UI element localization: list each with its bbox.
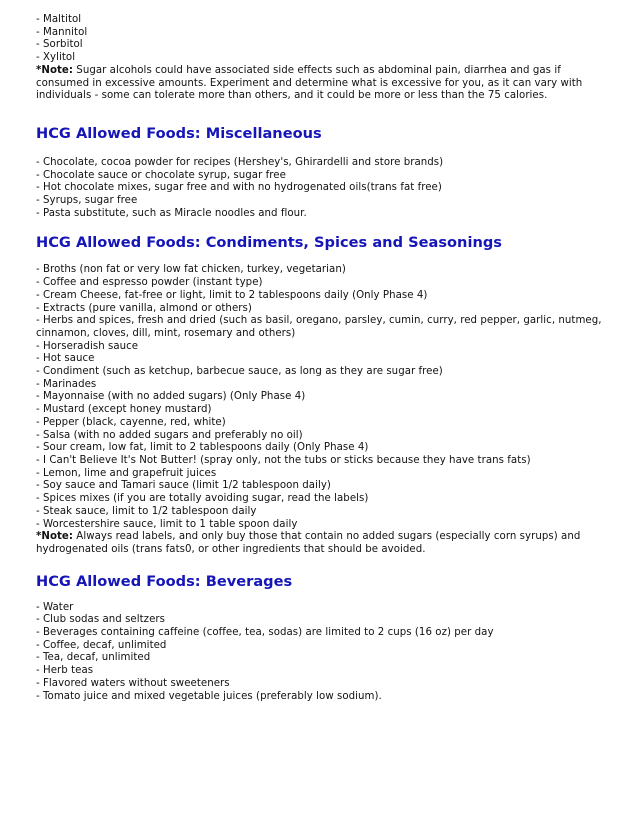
heading-condiments: HCG Allowed Foods: Condiments, Spices and Seasonings: [36, 234, 502, 252]
list-item: - Worcestershire sauce, limit to 1 table spoon daily: [36, 518, 298, 530]
list-item: - Beverages containing caffeine (coffee, tea, sodas) are limited to 2 cups (16 oz) per day: [36, 627, 494, 639]
heading-beverages: HCG Allowed Foods: Beverages: [36, 572, 293, 590]
list-item: - Spices mixes (if you are totally avoiding sugar, read the labels): [36, 493, 369, 505]
sugar-alcohol-note: [36, 65, 606, 103]
heading-miscellaneous: HCG Allowed Foods: Miscellaneous: [36, 124, 322, 142]
list-item: - I Can't Believe It's Not Butter! (spray only, not the tubs or sticks because they have trans fats): [36, 454, 531, 466]
list-item: - Cream Cheese, fat-free or light, limit to 2 tablespoons daily (Only Phase 4): [36, 289, 428, 301]
list-item: - Broths (non fat or very low fat chicken, turkey, vegetarian): [36, 264, 346, 276]
note-label: *Note:: [36, 531, 74, 543]
list-item: - Pasta substitute, such as Miracle noodles and flour.: [36, 207, 307, 219]
list-item: - Tomato juice and mixed vegetable juices (preferably low sodium).: [36, 690, 382, 702]
list-item: - Extracts (pure vanilla, almond or others): [36, 302, 252, 314]
note-label: *Note:: [36, 64, 74, 76]
beverages-list: [36, 602, 606, 704]
list-item: - Chocolate sauce or chocolate syrup, sugar free: [36, 169, 286, 181]
list-item: - Horseradish sauce: [36, 340, 139, 352]
condiments-list: [36, 264, 606, 531]
list-item: - Soy sauce and Tamari sauce (limit 1/2 tablespoon daily): [36, 480, 331, 492]
list-item: - Lemon, lime and grapefruit juices: [36, 467, 217, 479]
miscellaneous-list: [36, 157, 606, 221]
list-item: - Pepper (black, cayenne, red, white): [36, 416, 226, 428]
document-page: [36, 14, 606, 703]
list-item: - Hot sauce: [36, 353, 95, 365]
list-item: - Syrups, sugar free: [36, 195, 138, 207]
list-item: - Mustard (except honey mustard): [36, 404, 212, 416]
list-item: - Hot chocolate mixes, sugar free and with no hydrogenated oils(trans fat free): [36, 182, 442, 194]
list-item: - Club sodas and seltzers: [36, 614, 165, 626]
list-item: - Marinades: [36, 378, 97, 390]
list-item: - Xylitol: [36, 52, 76, 64]
list-item: - Flavored waters without sweeteners: [36, 677, 230, 689]
list-item: - Chocolate, cocoa powder for recipes (Hershey's, Ghirardelli and store brands): [36, 156, 444, 168]
list-item: - Herb teas: [36, 665, 94, 677]
condiments-note: [36, 531, 606, 556]
list-item: - Coffee, decaf, unlimited: [36, 639, 167, 651]
note-text: Sugar alcohols could have associated side effects such as abdominal pain, diarrhea and gas if consumed in excessive amounts. Experiment and determine what is excessive for you, as it can vary with individuals - some can tolerate more than others, and it could be more or less than the 75 calories.: [36, 64, 583, 102]
list-item: - Sorbitol: [36, 39, 83, 51]
list-item: - Tea, decaf, unlimited: [36, 652, 151, 664]
list-item: - Mannitol: [36, 26, 88, 38]
note-text: Always read labels, and only buy those that contain no added sugars (especially corn syrups) and hydrogenated oils (trans fats0, or other ingredients that should be avoided.: [36, 531, 581, 555]
list-item: - Condiment (such as ketchup, barbecue sauce, as long as they are sugar free): [36, 366, 443, 378]
list-item: - Coffee and espresso powder (instant type): [36, 277, 263, 289]
list-item: - Mayonnaise (with no added sugars) (Only Phase 4): [36, 391, 306, 403]
list-item: - Salsa (with no added sugars and preferably no oil): [36, 429, 303, 441]
list-item: - Sour cream, low fat, limit to 2 tablespoons daily (Only Phase 4): [36, 442, 369, 454]
list-item: - Water: [36, 601, 74, 613]
list-item: - Herbs and spices, fresh and dried (such as basil, oregano, parsley, cumin, curry, red pepper, garlic, nutmeg, cinnamon, cloves, dill, mint, rosemary and others): [36, 315, 602, 339]
list-item: - Steak sauce, limit to 1/2 tablespoon daily: [36, 505, 257, 517]
sugar-alcohol-list: [36, 14, 606, 65]
list-item: - Maltitol: [36, 14, 82, 25]
